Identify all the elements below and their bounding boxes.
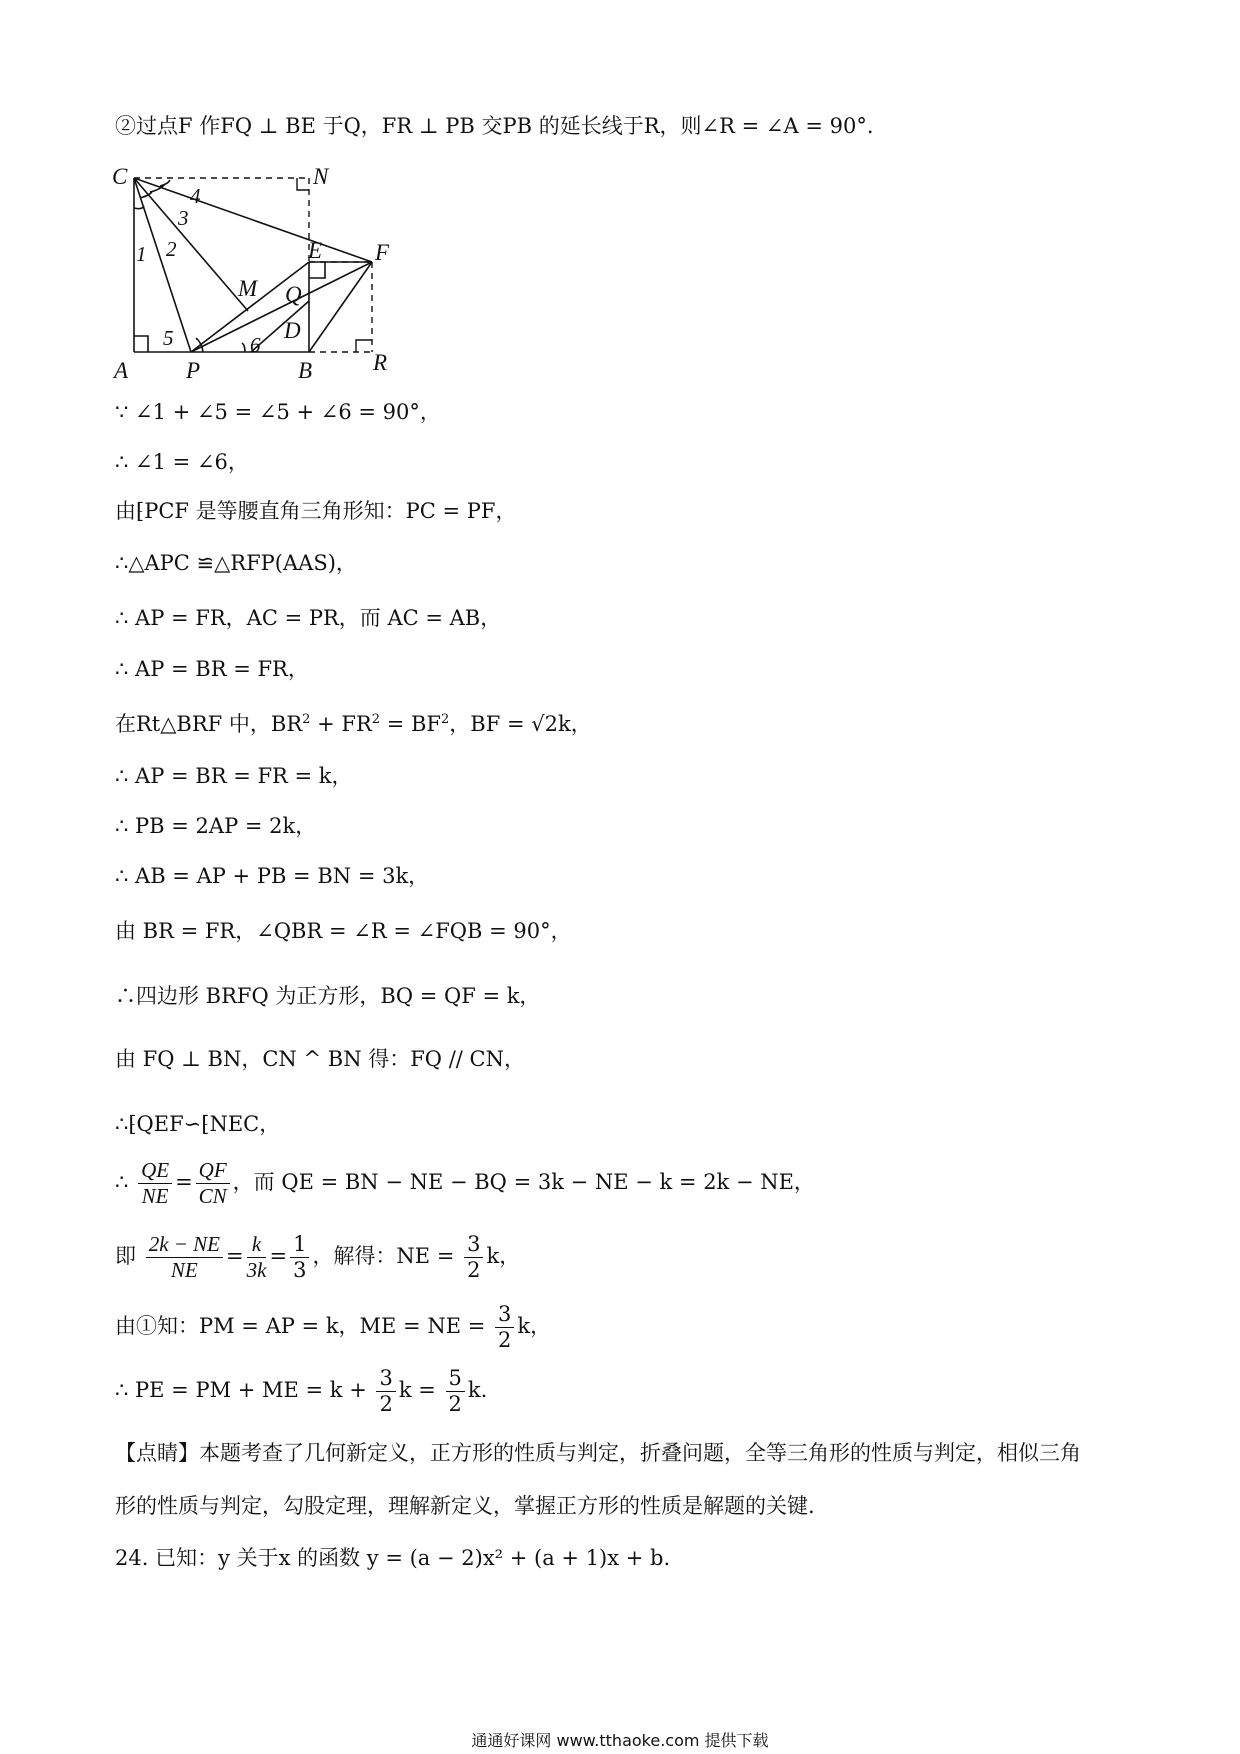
footer-source: 通通好课网 www.tthaoke.com 提供下载 bbox=[471, 1731, 769, 1750]
line-14: ∴⁅QEF∽⁅NEC， bbox=[115, 1112, 281, 1136]
line-18: ∴ PE = PM + ME = k + $\frac{3}{2}$ k = $\frac{5}{2}$ k. bbox=[115, 1366, 488, 1417]
line-11: 由 BR = FR，∠QBR = ∠R = ∠FQB = 90°， bbox=[115, 919, 572, 943]
question-24: 24. 已知：y 关于x 的函数 y = (a − 2)x² + (a + 1)x + b. bbox=[115, 1546, 671, 1570]
label-B: B bbox=[298, 358, 313, 380]
line-9: ∴ PB = 2AP = 2k， bbox=[115, 814, 317, 838]
angle-5: 5 bbox=[163, 326, 174, 350]
angle-6: 6 bbox=[250, 333, 261, 357]
angle-2: 2 bbox=[166, 237, 177, 261]
note-line-1: 【点睛】本题考查了几何新定义，正方形的性质与判定，折叠问题，全等三角形的性质与判定，相似三角 bbox=[115, 1441, 1081, 1465]
label-P: P bbox=[186, 358, 201, 380]
label-E: E bbox=[308, 238, 323, 263]
line-12: ∴四边形 BRFQ 为正方形，BQ = QF = k， bbox=[115, 984, 541, 1008]
label-M: M bbox=[238, 276, 258, 301]
angle-4: 4 bbox=[190, 184, 201, 208]
line-13: 由 FQ ⊥ BN，CN ^ BN 得：FQ // CN， bbox=[115, 1047, 525, 1071]
line-3: 由⁅PCF 是等腰直角三角形知：PC = PF， bbox=[115, 499, 517, 523]
geometry-figure bbox=[95, 140, 425, 380]
label-R: R bbox=[373, 350, 388, 375]
line-1: ∵ ∠1 + ∠5 = ∠5 + ∠6 = 90°， bbox=[115, 400, 441, 424]
label-C: C bbox=[112, 164, 128, 189]
line-5: ∴ AP = FR，AC = PR，而 AC = AB， bbox=[115, 606, 502, 630]
label-D: D bbox=[284, 318, 301, 343]
line-8: ∴ AP = BR = FR = k， bbox=[115, 764, 353, 788]
line-6: ∴ AP = BR = FR， bbox=[115, 657, 309, 681]
line-17: 由①知：PM = AP = k，ME = NE = $\frac{3}{2}$ k， bbox=[115, 1302, 552, 1353]
line-16: 即 $\frac{2k - NE}{NE}$ = $\frac{k}{3k}$ = $\frac{1}{3}$ ，解得：NE = $\frac{3}{2}$ k， bbox=[115, 1232, 521, 1283]
note-line-2: 形的性质与判定，勾股定理，理解新定义，掌握正方形的性质是解题的关键. bbox=[115, 1494, 815, 1518]
segment-BF bbox=[309, 262, 372, 352]
label-N: N bbox=[313, 164, 329, 189]
line-7: 在Rt△BRF 中，$BR^2 + FR^2 = BF^2$，BF = √2k， bbox=[115, 712, 592, 736]
line-4: ∴△APC ≌△RFP(AAS)， bbox=[115, 551, 357, 575]
angle-3: 3 bbox=[178, 206, 189, 230]
line-15: ∴ $\frac{QE}{NE}$ = $\frac{QF}{CN}$ ，而 QE = BN − NE − BQ = 3k − NE − k = 2k − NE， bbox=[115, 1158, 815, 1209]
label-Q: Q bbox=[285, 282, 302, 307]
angle-1: 1 bbox=[136, 242, 147, 266]
line-10: ∴ AB = AP + PB = BN = 3k， bbox=[115, 864, 430, 888]
label-A: A bbox=[114, 358, 129, 380]
line-2: ∴ ∠1 = ∠6， bbox=[115, 450, 249, 474]
label-F: F bbox=[375, 240, 390, 265]
line-step2: ②过点F 作FQ ⊥ BE 于Q，FR ⊥ PB 交PB 的延长线于R，则∠R = ∠A = 90°. bbox=[115, 114, 874, 138]
